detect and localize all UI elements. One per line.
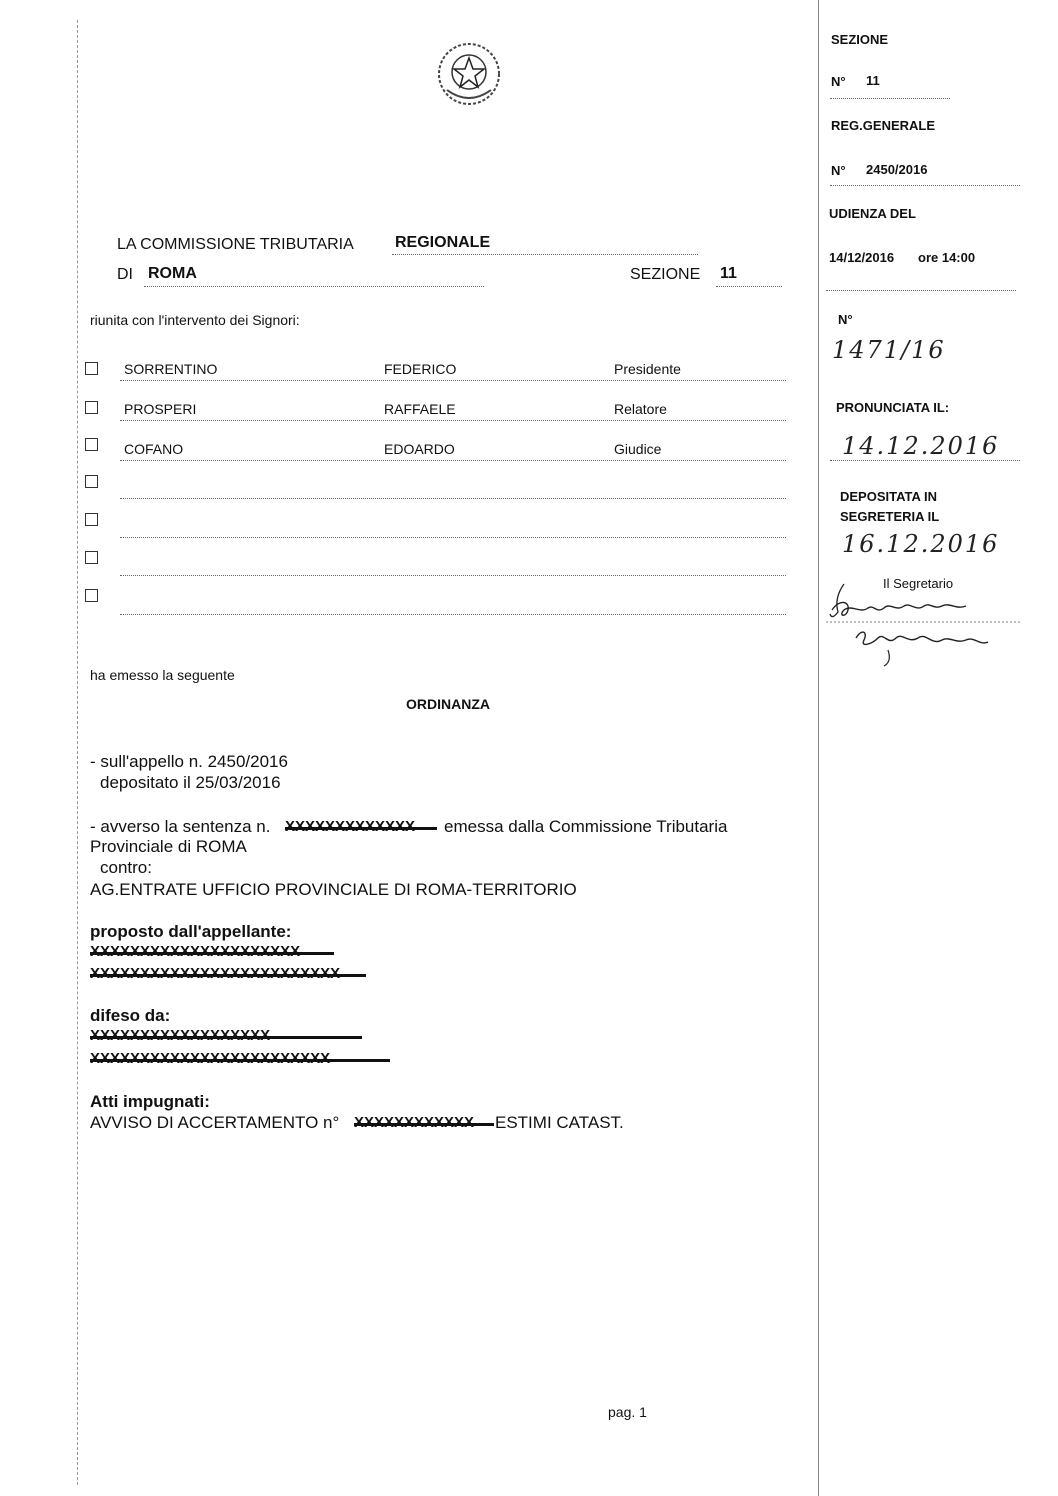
judge-row-line <box>120 614 786 615</box>
appello-line2: depositato il 25/03/2016 <box>100 773 281 792</box>
judge-checkbox[interactable] <box>85 475 98 488</box>
sidebar-depositata-label1: DEPOSITATA IN <box>840 489 938 504</box>
judge-name: EDOARDO <box>384 441 455 457</box>
sidebar-segretario-label: Il Segretario <box>883 576 954 591</box>
sezione-underline <box>716 286 782 287</box>
redacted-appellante-address: XXXXXXXXXXXXXXXXXXXXXXXXX <box>90 965 366 982</box>
sidebar-line <box>830 185 1020 186</box>
atti-suffix: ESTIMI CATAST. <box>495 1113 624 1132</box>
judge-checkbox[interactable] <box>85 551 98 564</box>
city: ROMA <box>148 265 197 282</box>
redacted-difensore-address: XXXXXXXXXXXXXXXXXXXXXXXX <box>90 1050 390 1067</box>
judge-checkbox[interactable] <box>85 589 98 602</box>
sidebar-line <box>826 290 1016 291</box>
judge-checkbox[interactable] <box>85 513 98 526</box>
judge-name: RAFFAELE <box>384 401 456 417</box>
sidebar-pronunciata-handwritten: 14.12.2016 <box>842 432 1000 460</box>
sidebar-reg-n-label: N° <box>831 163 846 178</box>
judge-row-line <box>120 537 786 538</box>
commissione-type: REGIONALE <box>395 234 491 251</box>
sidebar-sezione-label: SEZIONE <box>831 32 889 47</box>
judge-surname: PROSPERI <box>124 401 197 417</box>
judge-name: FEDERICO <box>384 361 457 377</box>
atti-prefix: AVVISO DI ACCERTAMENTO n° <box>90 1113 340 1132</box>
sidebar-depositata-label2: SEGRETERIA IL <box>840 509 940 524</box>
sidebar-pronunciata-label: PRONUNCIATA IL: <box>836 400 950 415</box>
sidebar-sezione-n: 11 <box>866 73 880 88</box>
judge-row-line <box>120 460 786 461</box>
judge-row-line <box>120 575 786 576</box>
sidebar-reg-n: 2450/2016 <box>866 162 928 177</box>
city-underline <box>144 286 484 287</box>
sidebar-reg-label: REG.GENERALE <box>831 118 936 133</box>
atti-label: Atti impugnati: <box>90 1092 210 1111</box>
riunita-text: riunita con l'intervento dei Signori: <box>90 312 300 328</box>
sidebar-udienza-label: UDIENZA DEL <box>829 206 916 221</box>
judge-checkbox[interactable] <box>85 362 98 375</box>
sezione-label: SEZIONE <box>630 266 701 283</box>
avverso-suffix: emessa dalla Commissione Tributaria <box>444 817 728 836</box>
difeso-label: difeso da: <box>90 1006 171 1025</box>
judge-role: Presidente <box>614 361 681 377</box>
redacted-difensore-name: XXXXXXXXXXXXXXXXXX <box>90 1027 362 1044</box>
sidebar-depositata-handwritten: 16.12.2016 <box>842 530 1000 558</box>
di-label: DI <box>117 266 133 283</box>
judge-checkbox[interactable] <box>85 401 98 414</box>
provinciale-text: Provinciale di ROMA <box>90 837 247 856</box>
redacted-appellante-name: XXXXXXXXXXXXXXXXXXXXX <box>90 943 334 960</box>
page-number: pag. 1 <box>608 1404 647 1420</box>
commissione-underline <box>392 254 698 255</box>
commissione-prefix: LA COMMISSIONE TRIBUTARIA <box>117 236 354 253</box>
judge-role: Giudice <box>614 441 662 457</box>
redacted-atto-number: XXXXXXXXXXXX <box>354 1114 494 1131</box>
ag-entrate-text: AG.ENTRATE UFFICIO PROVINCIALE DI ROMA-TERRITORIO <box>90 880 577 899</box>
ordinanza-title: ORDINANZA <box>406 696 490 712</box>
sezione-num: 11 <box>720 265 737 282</box>
sidebar-udienza-time: ore 14:00 <box>918 250 976 265</box>
sidebar-divider <box>818 0 819 1496</box>
sidebar-sezione-n-label: N° <box>831 74 846 89</box>
judge-row-line <box>120 498 786 499</box>
judge-row-line <box>120 420 786 421</box>
redacted-sentenza: XXXXXXXXXXXXX <box>285 818 437 835</box>
sidebar-num-handwritten: 1471/16 <box>832 336 946 364</box>
left-margin-line <box>77 20 78 1485</box>
appello-line1: - sull'appello n. 2450/2016 <box>90 752 288 771</box>
contro-text: contro: <box>100 858 152 877</box>
judge-checkbox[interactable] <box>85 438 98 451</box>
sidebar-num-label: N° <box>838 312 853 327</box>
emesso-text: ha emesso la seguente <box>90 667 235 683</box>
judge-surname: SORRENTINO <box>124 361 218 377</box>
proposto-label: proposto dall'appellante: <box>90 922 292 941</box>
judge-row-line <box>120 380 786 381</box>
judge-role: Relatore <box>614 401 667 417</box>
signature-icon <box>826 580 1022 668</box>
avverso-prefix: - avverso la sentenza n. <box>90 817 271 836</box>
republic-emblem-icon <box>433 38 505 110</box>
sidebar-line <box>830 98 950 99</box>
sidebar-udienza-date: 14/12/2016 <box>829 250 895 265</box>
judge-surname: COFANO <box>124 441 184 457</box>
sidebar-line <box>830 460 1020 461</box>
